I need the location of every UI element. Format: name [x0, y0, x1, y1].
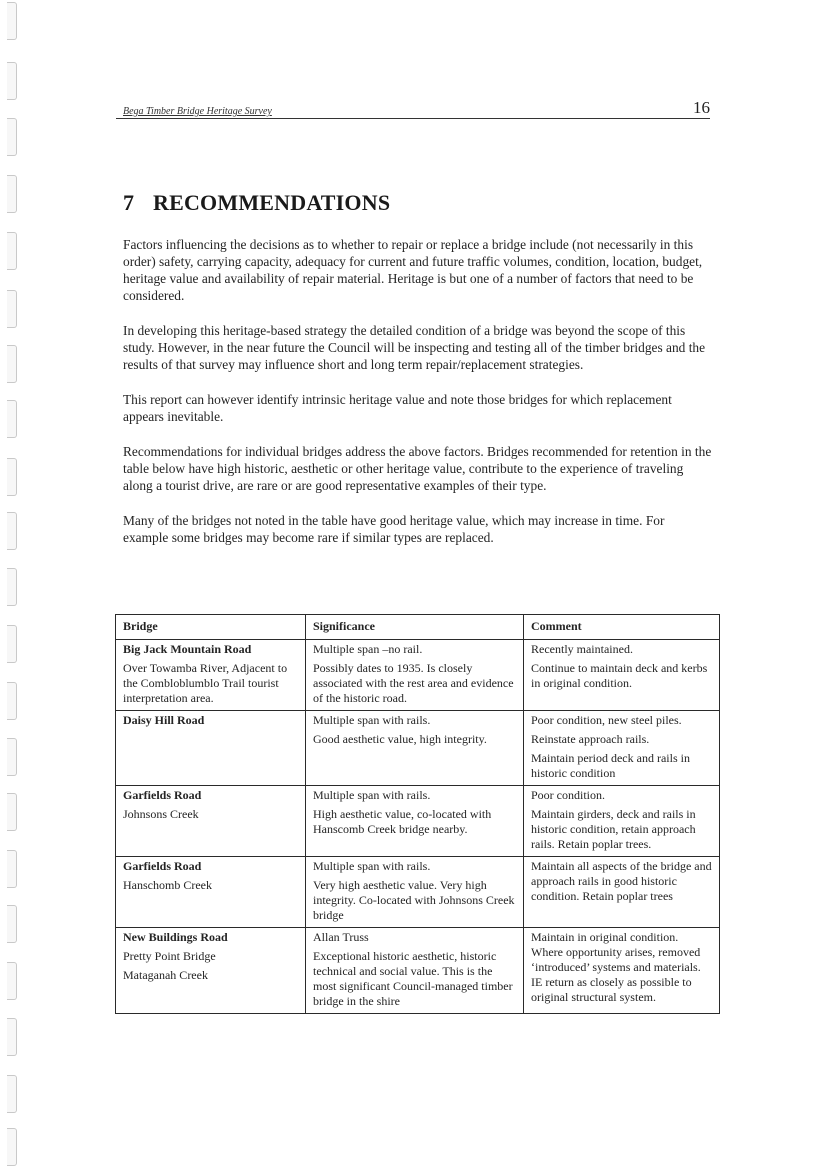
- binder-mark: [7, 905, 17, 943]
- road-name: New Buildings Road: [123, 930, 228, 944]
- significance-text: Multiple span with rails.: [313, 859, 431, 873]
- binder-mark: [7, 232, 17, 270]
- binder-hole-marks: [0, 0, 22, 1170]
- significance-text: Possibly dates to 1935. Is closely associated with the rest area and evidence of the historic road.: [313, 661, 514, 705]
- bridge-location: Johnsons Creek: [123, 807, 199, 821]
- binder-mark: [7, 512, 17, 550]
- binder-mark: [7, 118, 17, 156]
- binder-mark: [7, 568, 17, 606]
- comment-text: Poor condition.: [531, 788, 605, 802]
- comment-cell: [524, 711, 720, 786]
- running-header: [116, 98, 710, 119]
- table-row: [116, 640, 720, 711]
- section-title: RECOMMENDATIONS: [153, 190, 391, 215]
- road-name: Daisy Hill Road: [123, 713, 205, 727]
- page-number: 16: [693, 98, 710, 117]
- binder-mark: [7, 400, 17, 438]
- significance-cell: [306, 928, 524, 1014]
- table-header-row: [116, 615, 720, 640]
- bridge-cell: [116, 640, 306, 711]
- paragraph: This report can however identify intrinsic heritage value and note those bridges for which replacement appears inevitable.: [123, 392, 672, 424]
- comment-cell: [524, 640, 720, 711]
- road-name: Garfields Road: [123, 859, 202, 873]
- binder-mark: [7, 793, 17, 831]
- recommendations-table: [115, 614, 720, 1014]
- section-heading: [123, 190, 390, 216]
- bridge-cell: [116, 928, 306, 1014]
- comment-text: Maintain period deck and rails in historic condition: [531, 751, 690, 780]
- comment-text: Recently maintained.: [531, 642, 633, 656]
- binder-mark: [7, 625, 17, 663]
- comment-text: Reinstate approach rails.: [531, 732, 650, 746]
- bridge-cell: [116, 786, 306, 857]
- significance-text: Allan Truss: [313, 930, 369, 944]
- comment-cell: [524, 786, 720, 857]
- road-name: Big Jack Mountain Road: [123, 642, 252, 656]
- significance-text: Exceptional historic aesthetic, historic technical and social value. This is the most significant Council-managed timber bridge in the shire: [313, 949, 513, 1008]
- binder-mark: [7, 738, 17, 776]
- binder-mark: [7, 682, 17, 720]
- comment-text: Poor condition, new steel piles.: [531, 713, 682, 727]
- significance-text: Multiple span –no rail.: [313, 642, 423, 656]
- binder-mark: [7, 62, 17, 100]
- binder-mark: [7, 458, 17, 496]
- significance-text: High aesthetic value, co-located with Hanscomb Creek bridge nearby.: [313, 807, 492, 836]
- binder-mark: [7, 850, 17, 888]
- column-header-bridge: Bridge: [116, 615, 306, 640]
- paragraph: Factors influencing the decisions as to whether to repair or replace a bridge include (not necessarily in this order) safety, carrying capacity, adequacy for current and future traffic volumes, condition, location, budget, heritage value and availability of repair material. Heritage is but one of a number of factors that need to be considered.: [123, 237, 703, 303]
- bridge-cell: [116, 857, 306, 928]
- binder-mark: [7, 345, 17, 383]
- comment-text: Maintain girders, deck and rails in historic condition, retain approach rails. Retain poplar trees.: [531, 807, 696, 851]
- paragraph: In developing this heritage-based strategy the detailed condition of a bridge was beyond the scope of this study. However, in the near future the Council will be inspecting and testing all of the timber bridges and the results of that survey may influence short and long term repair/replacement strategies.: [123, 323, 706, 372]
- significance-text: Very high aesthetic value. Very high integrity. Co-located with Johnsons Creek bridge: [313, 878, 515, 922]
- comment-text: Maintain all aspects of the bridge and approach rails in good historic condition. Retain poplar trees: [531, 859, 712, 903]
- binder-mark: [7, 175, 17, 213]
- comment-cell: [524, 928, 720, 1014]
- body-text: [123, 236, 713, 564]
- paragraph: Recommendations for individual bridges address the above factors. Bridges recommended for retention in the table below have high historic, aesthetic or other heritage value, contribute to the experience of traveling along a tourist drive, are rare or are good representative examples of their type.: [123, 444, 712, 493]
- section-number: 7: [123, 190, 135, 215]
- table-row: [116, 786, 720, 857]
- bridge-location: Pretty Point Bridge: [123, 949, 216, 963]
- running-title: Bega Timber Bridge Heritage Survey: [123, 106, 272, 117]
- significance-cell: [306, 711, 524, 786]
- paragraph: Many of the bridges not noted in the table have good heritage value, which may increase in time. For example some bridges may become rare if similar types are replaced.: [123, 513, 665, 545]
- binder-mark: [7, 290, 17, 328]
- significance-text: Multiple span with rails.: [313, 713, 431, 727]
- bridge-location: Hanschomb Creek: [123, 878, 212, 892]
- bridge-cell: [116, 711, 306, 786]
- column-header-significance: Significance: [306, 615, 524, 640]
- comment-cell: [524, 857, 720, 928]
- significance-cell: [306, 857, 524, 928]
- significance-cell: [306, 640, 524, 711]
- comment-text: Continue to maintain deck and kerbs in original condition.: [531, 661, 708, 690]
- road-name: Garfields Road: [123, 788, 202, 802]
- table-row: [116, 928, 720, 1014]
- significance-text: Good aesthetic value, high integrity.: [313, 732, 487, 746]
- significance-text: Multiple span with rails.: [313, 788, 431, 802]
- bridge-location: Mataganah Creek: [123, 968, 208, 982]
- binder-mark: [7, 1128, 17, 1166]
- table-row: [116, 857, 720, 928]
- column-header-comment: Comment: [524, 615, 720, 640]
- table-row: [116, 711, 720, 786]
- binder-mark: [7, 2, 17, 40]
- significance-cell: [306, 786, 524, 857]
- bridge-location: Over Towamba River, Adjacent to the Combloblumblo Trail tourist interpretation area.: [123, 661, 288, 705]
- binder-mark: [7, 1075, 17, 1113]
- binder-mark: [7, 962, 17, 1000]
- comment-text: Maintain in original condition. Where opportunity arises, removed ‘introduced’ systems and materials. IE return as closely as possible to original structural system.: [531, 930, 701, 1004]
- binder-mark: [7, 1018, 17, 1056]
